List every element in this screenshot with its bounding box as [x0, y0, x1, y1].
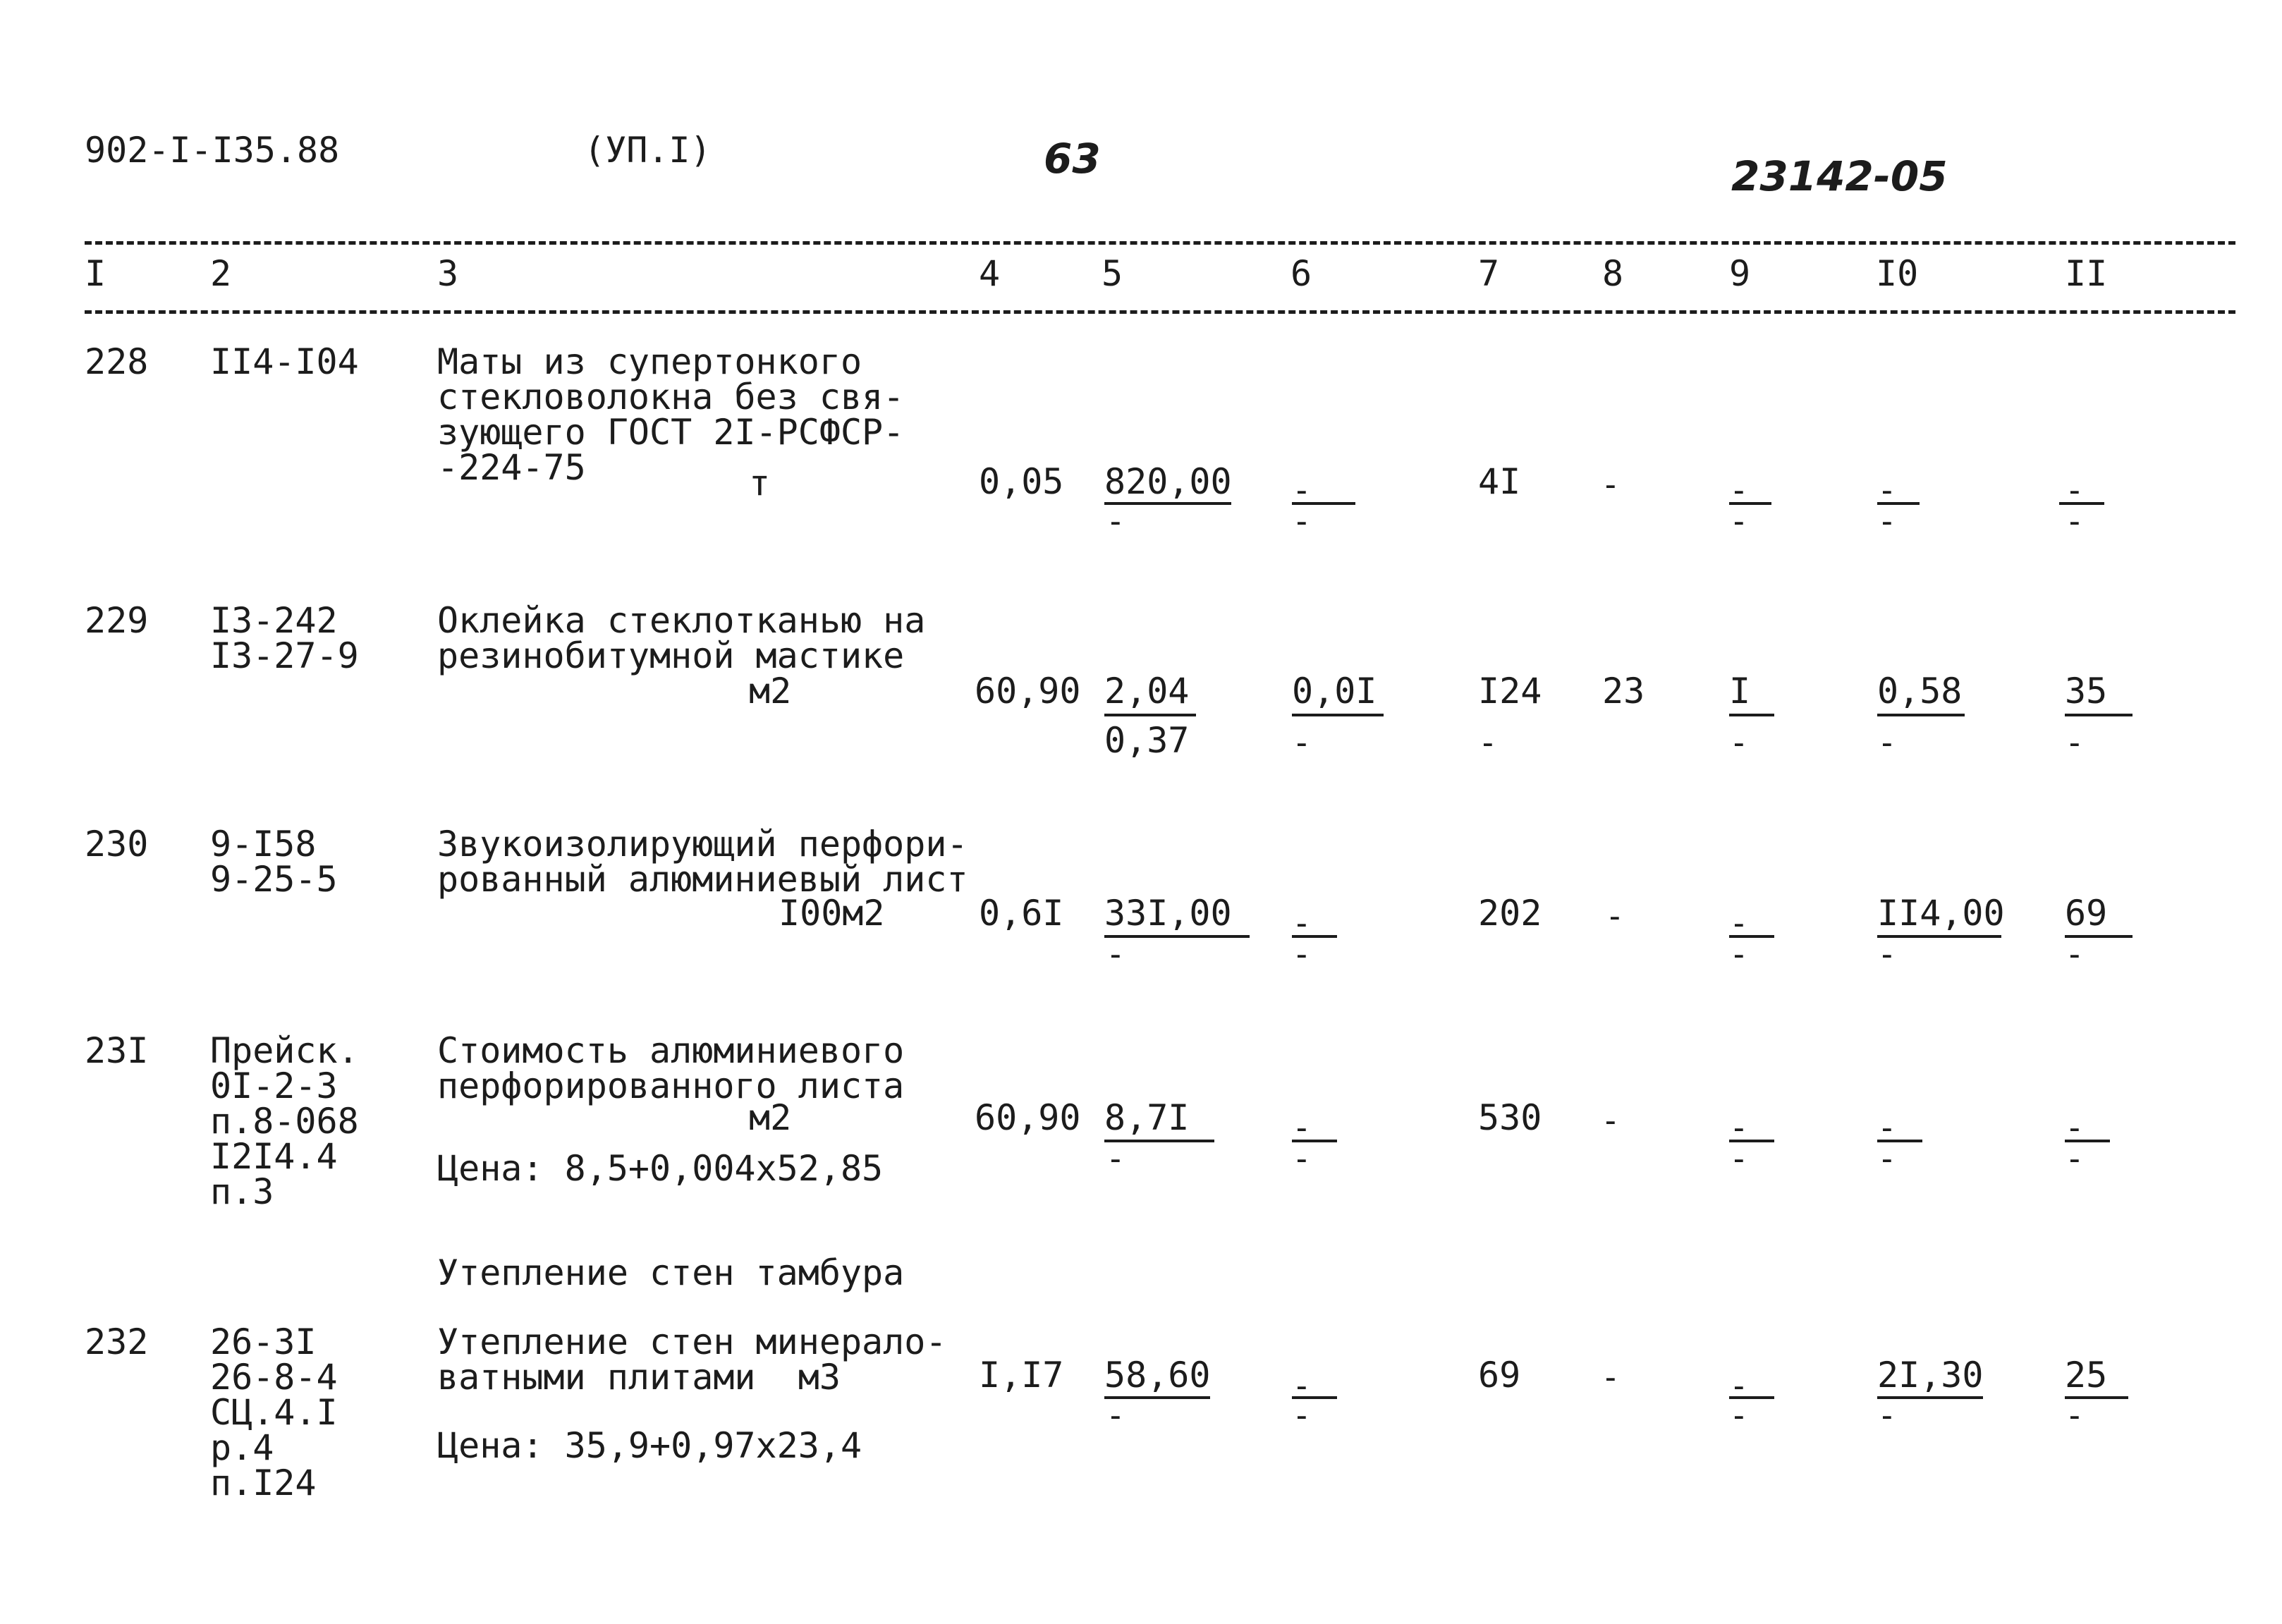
underline [1104, 714, 1196, 716]
unit-cost-wage: - [1106, 935, 1125, 973]
header-bottom-rule [85, 310, 2235, 314]
column-10-lower: - [1877, 1396, 1897, 1434]
unit-cost-wage: - [1106, 1396, 1125, 1434]
unit-cost-wage: 0,37 [1104, 720, 1190, 761]
row-number: 228 [85, 341, 149, 382]
column-6-value: - [1292, 1109, 1312, 1147]
underline [1104, 935, 1250, 938]
column-10-value: 0,58 [1877, 671, 1963, 712]
column-number-2: 2 [210, 253, 232, 294]
column-11-value: - [2065, 1109, 2085, 1147]
quantity: 60,90 [975, 1097, 1081, 1138]
quantity: 0,05 [979, 461, 1064, 502]
unit-cost: 2,04 [1104, 671, 1190, 712]
column-8-value: - [1601, 1358, 1621, 1396]
column-10-lower: - [1877, 724, 1897, 762]
unit-cost: 33I,00 [1104, 893, 1232, 934]
header-top-rule [85, 241, 2235, 245]
unit-cost: 820,00 [1104, 461, 1232, 502]
column-10-lower: - [1877, 935, 1897, 973]
column-number-10: I0 [1876, 253, 1919, 294]
column-6-lower: - [1292, 1140, 1312, 1178]
norm-code: I3-242 I3-27-9 [210, 600, 359, 676]
column-6-lower: - [1292, 724, 1312, 762]
column-8-value: - [1601, 1101, 1621, 1140]
norm-code: II4-I04 [210, 341, 359, 382]
column-10-value: 2I,30 [1877, 1355, 1984, 1396]
column-10-value: - [1877, 1109, 1897, 1147]
column-11-lower: - [2065, 1140, 2085, 1178]
column-number-3: 3 [437, 253, 459, 294]
work-description: Звукоизолирующий перфори- рованный алюминиевый лист [437, 824, 968, 900]
unit: I00м2 [779, 893, 885, 934]
row-number: 229 [85, 600, 149, 641]
quantity: 60,90 [975, 671, 1081, 712]
quantity: 0,6I [979, 893, 1064, 934]
column-7-lower: - [1478, 724, 1498, 762]
row-number: 230 [85, 824, 149, 865]
column-number-7: 7 [1478, 253, 1500, 294]
column-11-value: 69 [2065, 893, 2108, 934]
column-9-value: I [1729, 671, 1751, 712]
column-7-value: 202 [1478, 893, 1542, 934]
column-9-lower: - [1729, 935, 1749, 973]
column-10-value: - [1877, 471, 1897, 509]
unit-cost-wage: - [1106, 1140, 1125, 1178]
column-11-value: - [2065, 471, 2085, 509]
column-number-4: 4 [979, 253, 1001, 294]
underline [1292, 714, 1384, 716]
work-description: Оклейка стеклотканью на резинобитумной мастике [437, 600, 926, 676]
work-description: Маты из супертонкого стекловолокна без свя- зующего ГОСТ 2I-РСФСР- -224-75 [437, 341, 905, 488]
work-description: Утепление стен минерало- ватными плитами м3 [437, 1321, 947, 1398]
column-8-value: 23 [1602, 671, 1645, 712]
unit: т [749, 463, 771, 503]
column-6-value: - [1292, 904, 1312, 942]
column-11-value: 25 [2065, 1355, 2108, 1396]
column-number-6: 6 [1291, 253, 1312, 294]
column-number-1: I [85, 253, 106, 294]
column-10-value: II4,00 [1877, 893, 2005, 934]
underline [1729, 714, 1774, 716]
album-number: (УП.I) [584, 130, 712, 171]
section-title: Утепление стен тамбура [437, 1252, 905, 1293]
column-11-lower: - [2065, 724, 2085, 762]
column-10-lower: - [1877, 1140, 1897, 1178]
row-number: 232 [85, 1321, 149, 1362]
column-10-lower: - [1877, 502, 1897, 540]
column-6-lower: - [1292, 935, 1312, 973]
unit-cost: 8,7I [1104, 1097, 1190, 1138]
column-8-value: - [1605, 897, 1625, 935]
column-number-9: 9 [1729, 253, 1751, 294]
column-9-lower: - [1729, 724, 1749, 762]
price-formula: Цена: 35,9+0,97x23,4 [437, 1425, 862, 1466]
norm-code: Прейск. 0I-2-3 п.8-068 I2I4.4 п.3 [210, 1030, 359, 1212]
price-formula: Цена: 8,5+0,004x52,85 [437, 1148, 884, 1189]
column-6-value: 0,0I [1292, 671, 1377, 712]
column-9-value: - [1729, 904, 1749, 942]
norm-code: 9-I58 9-25-5 [210, 824, 338, 900]
column-number-11: II [2065, 253, 2108, 294]
column-7-value: 69 [1478, 1355, 1521, 1396]
column-8-value: - [1601, 465, 1621, 503]
work-description: Стоимость алюминиевого перфорированного листа [437, 1030, 905, 1106]
column-number-8: 8 [1602, 253, 1624, 294]
column-9-value: - [1729, 471, 1749, 509]
column-number-5: 5 [1102, 253, 1123, 294]
inventory-number: 23142-05 [1731, 152, 1948, 200]
column-7-value: 4I [1478, 461, 1521, 502]
unit-cost: 58,60 [1104, 1355, 1211, 1396]
underline [2065, 714, 2132, 716]
column-6-value: - [1292, 471, 1312, 509]
underline [1877, 714, 1965, 716]
column-11-value: 35 [2065, 671, 2108, 712]
column-9-value: - [1729, 1367, 1749, 1405]
column-6-lower: - [1292, 502, 1312, 540]
column-9-lower: - [1729, 502, 1749, 540]
column-9-lower: - [1729, 1140, 1749, 1178]
column-11-lower: - [2065, 502, 2085, 540]
column-9-lower: - [1729, 1396, 1749, 1434]
column-11-lower: - [2065, 1396, 2085, 1434]
page-number: 63 [1044, 135, 1101, 183]
column-7-value: 530 [1478, 1097, 1542, 1138]
unit: м2 [749, 671, 792, 712]
column-7-value: I24 [1478, 671, 1542, 712]
column-11-lower: - [2065, 935, 2085, 973]
document-code: 902-I-I35.88 [85, 130, 340, 171]
column-6-value: - [1292, 1367, 1312, 1405]
quantity: I,I7 [979, 1355, 1064, 1396]
unit-cost-wage: - [1106, 502, 1125, 540]
unit: м2 [749, 1097, 792, 1138]
column-9-value: - [1729, 1109, 1749, 1147]
norm-code: 26-3I 26-8-4 СЦ.4.I р.4 п.I24 [210, 1321, 338, 1503]
row-number: 23I [85, 1030, 149, 1071]
column-6-lower: - [1292, 1396, 1312, 1434]
